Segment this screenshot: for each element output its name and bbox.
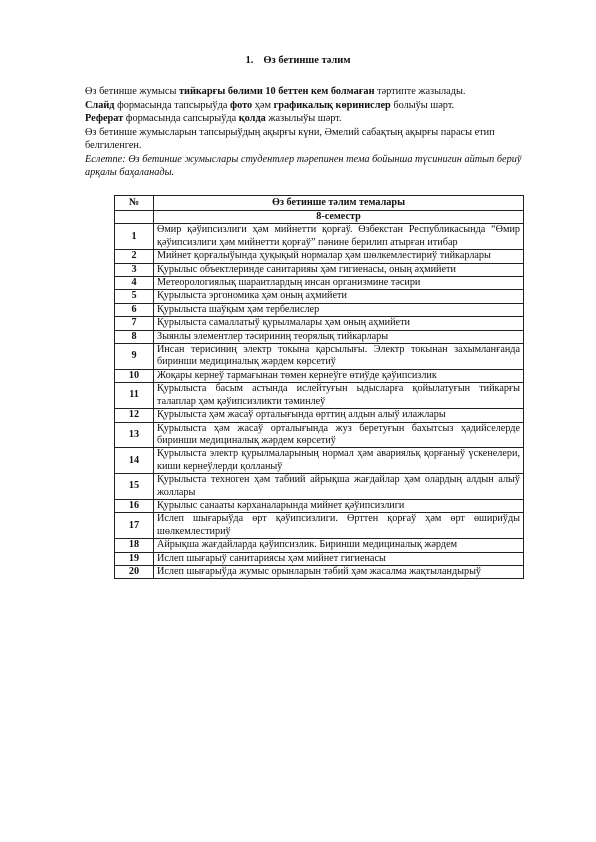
- row-topic: Қурылыста эргономика ҳәм оның аҳмийети: [154, 290, 524, 303]
- intro-line-3: [85, 112, 525, 126]
- semester-row: [115, 211, 524, 224]
- row-number: 15: [115, 474, 154, 500]
- row-number: 17: [115, 513, 154, 539]
- row-number: 20: [115, 565, 154, 578]
- row-topic: Қурылыста басым астында ислейтуғын ыдысларға қойылатуғын тийкарғы талаплар ҳәм қәўипсизликти тәминлеў: [154, 383, 524, 409]
- row-topic: Қурылыста самаллатыў қурылмалары ҳәм оның аҳмийети: [154, 317, 524, 330]
- text-run-bold: қолда: [238, 113, 266, 124]
- row-number: 18: [115, 539, 154, 552]
- table-row: [115, 344, 524, 370]
- table-row: [115, 250, 524, 263]
- table-header-row: [115, 196, 524, 211]
- row-topic: Қурылыста электр қурылмаларының нормал ҳәм аварияльқ қорғаныў үскенелери, киши кернеўлерди қолланыў: [154, 448, 524, 474]
- table-body: [115, 211, 524, 579]
- row-topic: Мийнет қорғалыўында ҳуқықый нормалар ҳәм шөлкемлестириў тийкарлары: [154, 250, 524, 263]
- text-run: болыўы шәрт.: [390, 99, 455, 111]
- table-row: [115, 317, 524, 330]
- row-topic: Қурылыс санааты кәрханаларында мийнет қәўипсизлиги: [154, 499, 524, 512]
- table-row: [115, 552, 524, 565]
- column-header-topic: Өз бетинше тәлим темалары: [154, 196, 524, 211]
- section-number: 1.: [245, 55, 254, 66]
- table-row: [115, 224, 524, 250]
- row-number: 13: [115, 422, 154, 448]
- row-topic: Өмир қәўипсизлиги ҳәм мийнетти қорғаў. Өзбекстан Республикасында “Өмир қәўипсизлиги ҳәм мийнетти қорғаў” пәнине берилип атырған итибар: [154, 224, 524, 250]
- text-run-bold: графикалық көринислер: [273, 99, 391, 111]
- row-number: 11: [115, 383, 154, 409]
- row-topic: Ислеп шығарыўда өрт қәўипсизлиги. Өрттен қорғаў ҳәм өрт өшириўды шөлкемлестириў: [154, 513, 524, 539]
- intro-line-1: [85, 85, 525, 99]
- row-topic: Зыянлы элементлер тәсириниң теорялық тийкарлары: [154, 330, 524, 343]
- table-row: [115, 383, 524, 409]
- row-topic: Инсан терисиниң электр токына қарсылығы. Электр токынан захымланғанда биринши медициналық жәрдем көрсетиў: [154, 344, 524, 370]
- text-run: ҳәм: [252, 99, 274, 111]
- row-topic: Қурылыс объектлеринде санитарияы ҳәм гигиенасы, оның әҳмийети: [154, 263, 524, 276]
- row-number: 14: [115, 448, 154, 474]
- table-row: [115, 263, 524, 276]
- table-row: [115, 290, 524, 303]
- column-header-number: №: [115, 196, 154, 211]
- text-run: жазылыўы шәрт.: [265, 113, 342, 124]
- row-number: 16: [115, 499, 154, 512]
- intro-line-2: [85, 99, 525, 113]
- topics-table: [114, 195, 524, 579]
- table-row: [115, 513, 524, 539]
- row-topic: Қурылыста шаўқым ҳәм тербелислер: [154, 303, 524, 316]
- semester-empty-cell: [115, 211, 154, 224]
- row-topic: Ислеп шығарыў санитариясы ҳәм мийнет гигиенасы: [154, 552, 524, 565]
- text-run: формасында сапсырыўда: [123, 113, 239, 124]
- semester-label: 8-семестр: [154, 211, 524, 224]
- intro-text: [85, 85, 525, 180]
- row-number: 9: [115, 344, 154, 370]
- row-number: 2: [115, 250, 154, 263]
- text-run-bold: тийкарғы бөлими 10 беттен кем болмаған: [178, 86, 375, 97]
- intro-line-4: Өз бетинше жумысларын тапсырыўдың ақырғы күни, Әмелий сабақтың ақырғы парасы етип белгиленген.: [85, 126, 495, 151]
- row-number: 10: [115, 369, 154, 382]
- section-title: Өз бетинше тәлим: [263, 55, 351, 66]
- table-row: [115, 422, 524, 448]
- text-run-bold: фото: [229, 99, 253, 111]
- row-topic: Ислеп шығарыўда жумыс орынларын тәбий ҳәм жасалма жақтыландырыў: [154, 565, 524, 578]
- table-row: [115, 565, 524, 578]
- row-number: 7: [115, 317, 154, 330]
- table-row: [115, 369, 524, 382]
- table-row: [115, 539, 524, 552]
- text-run: Өз бетинше жумысы: [85, 86, 179, 97]
- row-number: 19: [115, 552, 154, 565]
- text-run-bold: Слайд: [85, 99, 115, 111]
- table-row: [115, 448, 524, 474]
- row-number: 3: [115, 263, 154, 276]
- text-run-bold: Реферат: [85, 113, 124, 124]
- table-row: [115, 277, 524, 290]
- row-topic: Қурылыста техноген ҳәм табиий айрықша жағдайлар ҳәм олардың алдын алыў жоллары: [154, 474, 524, 500]
- section-heading: [0, 55, 596, 66]
- table-row: [115, 303, 524, 316]
- table-row: [115, 330, 524, 343]
- row-number: 1: [115, 224, 154, 250]
- table-row: [115, 499, 524, 512]
- row-number: 4: [115, 277, 154, 290]
- table-row: [115, 409, 524, 422]
- row-topic: Айрықша жағдайларда қәўипсизлик. Биринши медициналық жәрдем: [154, 539, 524, 552]
- row-topic: Жоқары кернеў тармағынан төмен кернеўге өтиўде қәўипсизлик: [154, 369, 524, 382]
- row-topic: Метеорологиялық шараитлардың инсан организмине тәсири: [154, 277, 524, 290]
- row-number: 8: [115, 330, 154, 343]
- row-topic: Қурылыста ҳәм жасаў орталығында өрттиң алдын алыў илажлары: [154, 409, 524, 422]
- text-run: формасында тапсырыўда: [114, 99, 230, 111]
- row-number: 12: [115, 409, 154, 422]
- text-run: тәртипте жазылады.: [374, 86, 466, 97]
- row-topic: Қурылыста ҳәм жасаў орталығында жуз беретуғын бахытсыз ҳәдийселерде биринши медициналық жәрдем көрсетиў: [154, 422, 524, 448]
- row-number: 5: [115, 290, 154, 303]
- intro-note: Еслетпе: Өз бетинше жумыслары студентлер тәрепинен тема бойынша түсинигин айтып бериў арқалы баҳаланады.: [85, 153, 522, 178]
- row-number: 6: [115, 303, 154, 316]
- table-row: [115, 474, 524, 500]
